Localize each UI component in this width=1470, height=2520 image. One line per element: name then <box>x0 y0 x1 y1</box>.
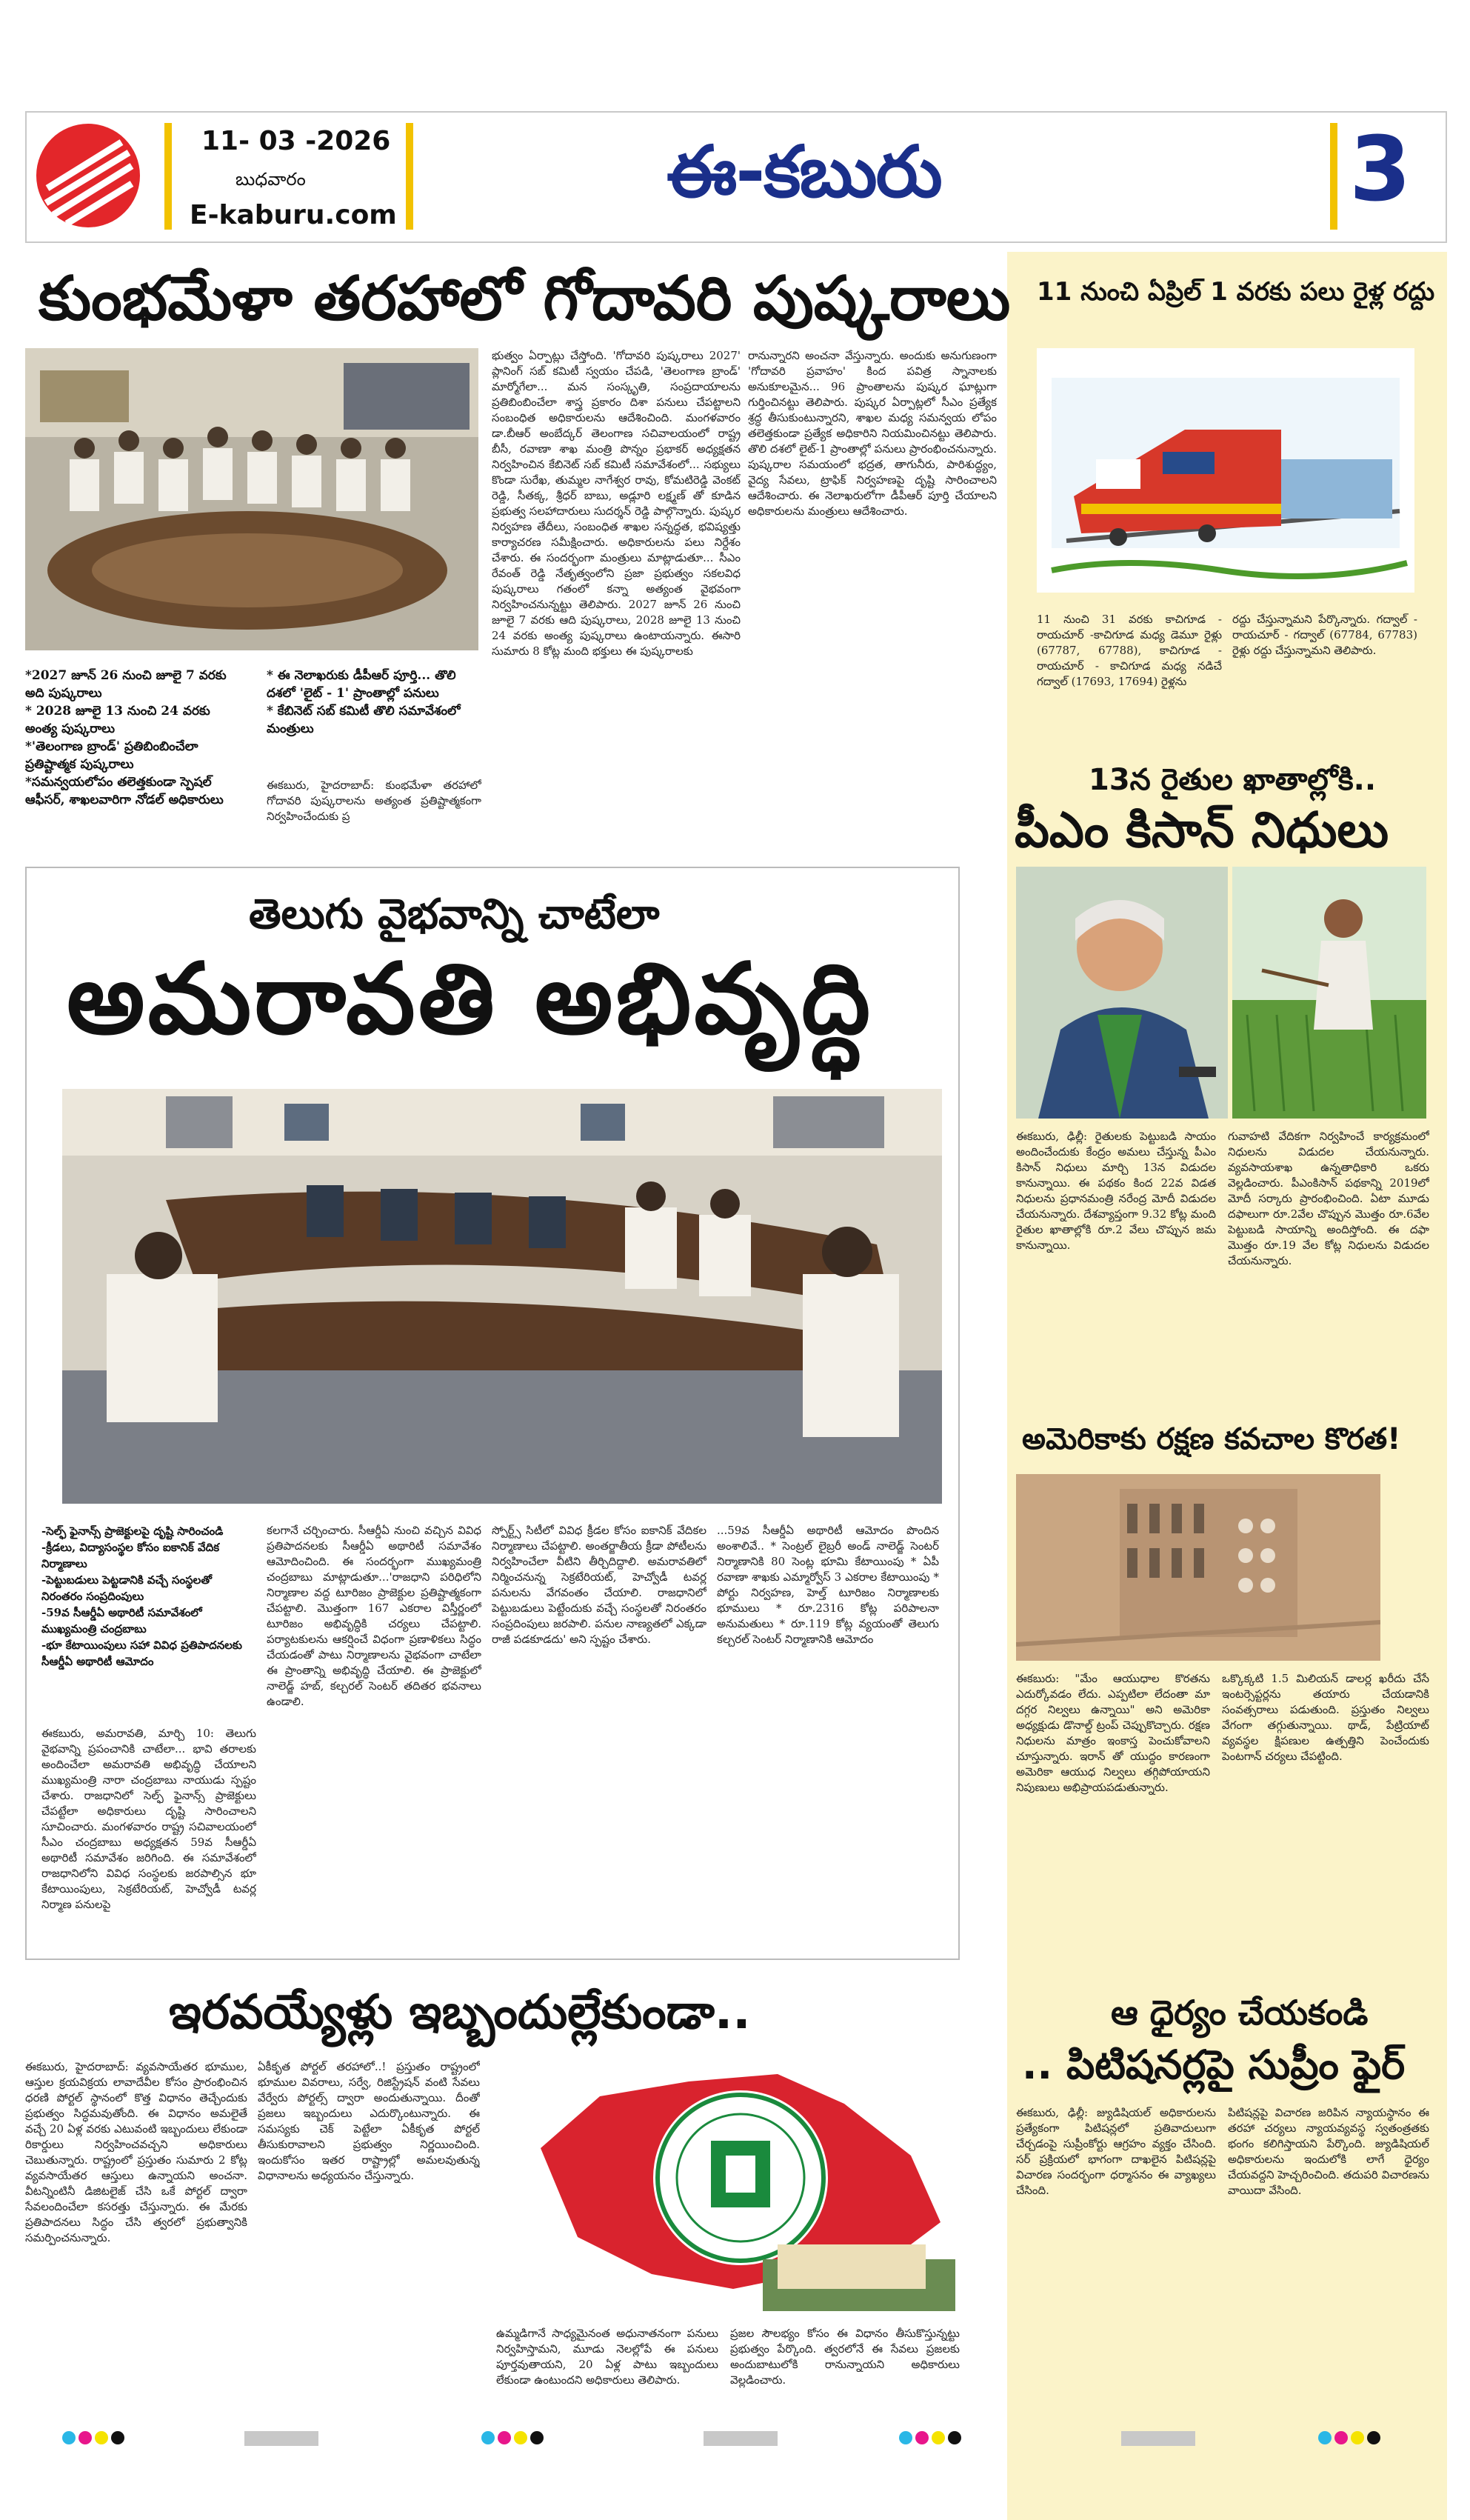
color-registration-marks <box>1318 2431 1380 2444</box>
story1-bullets <box>25 667 233 809</box>
color-registration-marks <box>62 2431 124 2444</box>
e-kaburu-logo-icon <box>33 120 144 231</box>
issue-day: బుధవారం <box>235 169 306 190</box>
story3-column: ఈకబురు, హైదరాబాద్: వ్యవసాయేతర భూముల, ఆస్తుల క్రయవిక్రయ లావాదేవీల కోసం ప్రారంభించిన ధరణి పోర్టల్ స్థానంలో కొత్త విధానం తెచ్చేందుకు ప్రభుత్వం సిద్ధమవుతోంది. ఈ విధానం అమలైతే వచ్చే 20 ఏళ్ల వరకు ఎటువంటి ఇబ్బందులు లేకుండా రికార్డులు నిర్వహించవచ్చని అధికారులు చెబుతున్నారు. రాష్ట్రంలో ప్రస్తుతం సుమారు 2 కోట్ల వ్యవసాయేతర ఆస్తులు ఉన్నాయని అంచనా. వీటన్నింటినీ డిజిటలైజ్ చేసి ఒకే పోర్టల్ ద్వారా సేవలందించేలా కసరత్తు చేస్తున్నారు. ఈ మేరకు ప్రతిపాదనలు సిద్ధం చేసి త్వరలో ప్రభుత్వానికి సమర్పించనున్నారు. <box>25 2060 247 2244</box>
story1-column: భుత్వం ఏర్పాట్లు చేస్తోంది. 'గోదావరి పుష్కరాలు 2027' ప్లానింగ్ సబ్ కమిటీ స్వయం చేపడి, 'తెలంగాణ బ్రాండ్' మార్మోగేలా... మన సంస్కృతి, సంప్రదాయాలను ప్రతిబింబించేలా శాస్త్ర ప్రకారం దిశా పనులు చేపట్టాలని సంబంధిత అధికారులను ఆదేశించింది. మంగళవారం డా.బీఆర్ అంబేద్కర్ తెలంగాణ సచివాలయంలో రాష్ట్ర బీసీ, రవాణా శాఖ మంత్రి పొన్నం ప్రభాకర్ అధ్యక్షతన నిర్వహించిన కేబినెట్ సబ్ కమిటీ సమావేశంలో... సభ్యులు కొండా సురేఖ, తుమ్మల నాగేశ్వర రావు, కోమటిరెడ్డి వెంకట్ రెడ్డి, సీతక్క, శ్రీధర్ బాబు, అడ్లూరి లక్ష్మణ్ తో కూడిన ప్రభుత్వ సలహాదారులు సుదర్శన్ రెడ్డి పాల్గొన్నారు. పుష్కర నిర్వహణ తేదీలు, సంబంధిత శాఖల సన్నద్ధత, భవిష్యత్తు కార్యాచరణ సమీక్షించారు. అధికారులను పలు నిర్దేశం చేశారు. ఈ సందర్భంగా మంత్రులు మాట్లాడుతూ... సీఎం రేవంత్ రెడ్డి నేతృత్వంలోని ప్రజా ప్రభుత్వం సకలవిధ పుష్కరాలు గతంలో కన్నా అత్యంత వైభవంగా నిర్వహించనున్నట్టు తెలిపారు. 2027 జూన్ 26 నుంచి జూలై 7 వరకు ఆది పుష్కరాలు, 2028 జూలై 13 నుంచి 24 వరకు అంత్య పుష్కరాలు ఉంటాయన్నారు. ఈసారి సుమారు 8 కోట్ల మంది భక్తులు ఈ పుష్కరాలకు <box>492 349 741 658</box>
side3-column: ఒక్కొక్కటి 1.5 మిలియన్ డాలర్ల ఖరీదు చేసే ఇంటర్సెప్టర్లను తయారు చేయడానికి సంవత్సరాలు పడుతుంది. ప్రస్తుతం నిల్వలు వేగంగా తగ్గుతున్నాయి. థాడ్, పేట్రియాట్ వ్యవస్థల క్షిపణుల ఉత్పత్తిని పెంచేందుకు పెంటగాన్ చర్యలు చేపట్టింది. <box>1222 1672 1429 1763</box>
amaravati-meeting-photo <box>62 1089 942 1504</box>
story2-column: ...59వ సీఆర్డీఏ అథారిటీ ఆమోదం పొందిన అంశాలివే.. * సెంట్రల్ లైబ్రరీ అండ్ నాలెడ్జ్ సెంటర్ నిర్మాణానికి 80 సెంట్ల భూమి కేటాయింపు * ఏపీ రవాణా శాఖకు ఎమ్మార్వోస్ 3 ఎకరాల కేటాయింపు * పోర్టు నిర్వహణ, హెల్త్ టూరిజం నిర్మాణాలకు భూములు * రూ.2316 కోట్ల పరిపాలనా అనుమతులు * రూ.119 కోట్ల వ్యయంతో తెలుగు కల్చరల్ సెంటర్ నిర్మాణానికి ఆమోదం <box>717 1524 939 1646</box>
story1-bullet: *'తెలంగాణ బ్రాండ్' ప్రతిబింబించేలా ప్రతిష్టాత్మక పుష్కరాలు <box>25 739 198 772</box>
side4-column: పిటిషన్లపై విచారణ జరిపిన న్యాయస్థానం ఈ తరహా చర్యలు న్యాయవ్యవస్థ స్వతంత్రతకు భంగం కలిగిస్తాయని పేర్కొంది. జ్యుడిషియల్ అధికారులను ఇందులోకి లాగే ధైర్యం చేయవద్దని హెచ్చరించింది. తదుపరి విచారణను వాయిదా వేసింది. <box>1228 2106 1429 2197</box>
story1-headline: కుంభమేళా తరహాలో గోదావరి పుష్కరాలు <box>39 264 1011 334</box>
side2-column: ఈకబురు, ఢిల్లీ: రైతులకు పెట్టుబడి సాయం అందించేందుకు కేంద్రం అమలు చేస్తున్న పీఎం కిసాన్ నిధులు మార్చి 13న విడుదల కానున్నాయి. ఈ పథకం కింద 22వ విడత నిధులను ప్రధానమంత్రి నరేంద్ర మోదీ విడుదల చేయనున్నారు. దేశవ్యాప్తంగా 9.32 కోట్ల మంది రైతుల ఖాతాల్లోకి రూ.2 వేలు చొప్పున జమ కానున్నాయి. <box>1016 1130 1216 1252</box>
military-base-satellite-photo <box>1016 1474 1380 1661</box>
story1-bullet: * కేబినెట్ సబ్ కమిటీ తొలి సమావేశంలో మంత్రులు <box>267 704 461 736</box>
side2-column: గువాహటి వేదికగా నిర్వహించే కార్యక్రమంలో నిధులను విడుదల చేయనున్నారు. వ్యవసాయశాఖ ఉన్నతాధికారి ఒకరు వెల్లడించారు. పీఎంకిసాన్ పథకాన్ని 2019లో మోదీ సర్కారు ప్రారంభించింది. ఏటా మూడు దఫాలుగా రూ.2వేల చొప్పున మొత్తం రూ.6వేల పెట్టుబడి సాయాన్ని అందిస్తోంది. ఈ దఫా మొత్తం రూ.19 వేల కోట్ల నిధులను విడుదల చేయనున్నారు. <box>1228 1130 1429 1267</box>
side4-kicker: ఆ ధైర్యం చేయకండి <box>1111 1993 1369 2033</box>
registration-grey-bar <box>704 2431 778 2446</box>
story2-bullets <box>41 1523 256 1670</box>
story2-bullet: -భూ కేటాయింపులు సహా వివిధ ప్రతిపాదనలకు సీఆర్డీఏ అథారిటీ ఆమోదం <box>41 1639 242 1668</box>
story1-bullets-2 <box>267 667 481 738</box>
story2-bullet: -పెట్టుబడులు పెట్టడానికి వచ్చే సంస్థలతో నిరంతరం సంప్రదింపులు <box>41 1573 212 1603</box>
story2-bullet: -క్రీడలు, విద్యాసంస్థల కోసం ఐకానిక్ వేదిక నిర్మాణాలు <box>41 1541 220 1570</box>
story3-column: ఉమ్మడిగానే సాధ్యమైనంత అధునాతనంగా పనులు నిర్వహిస్తామని, మూడు నెలల్లోపే ఈ పనులు పూర్తవుతాయని, 20 ఏళ్ల పాటు ఇబ్బందులు లేకుండా ఉంటుందని అధికారులు తెలిపారు. <box>496 2327 718 2387</box>
farmer-field-photo <box>1232 867 1426 1119</box>
train-illustration <box>1037 348 1414 593</box>
story3-column: ప్రజల సౌలభ్యం కోసం ఈ విధానం తీసుకొస్తున్నట్టు ప్రభుత్వం పేర్కొంది. త్వరలోనే ఈ సేవలు ప్రజలకు అందుబాటులోకి రానున్నాయని అధికారులు వెల్లడించారు. <box>730 2327 960 2387</box>
story1-column: రానున్నారని అంచనా వేస్తున్నారు. అందుకు అనుగుణంగా 'గోదావరి ప్రవాహం' కింద పవిత్ర స్నానాలకు అనుకూలమైన... 96 ప్రాంతాలను పుష్కర ఘాట్లుగా గుర్తించినట్టు తెలిపారు. పుష్కర ఏర్పాట్లలో సీఎం ప్రత్యేక శ్రద్ధ తీసుకుంటున్నారని, శాఖల మధ్య సమన్వయ లోపం తలెత్తకుండా ప్రత్యేక అధికారిని నియమించినట్టు తెలిపారు. తొలి దశలో లైట్-1 ప్రాంతాల్లో పనులు ప్రారంభించనున్నారు. పుష్కరాల సమయంలో భద్రత, తాగునీరు, పారిశుద్ధ్యం, వైద్య సేవలు, ట్రాఫిక్ నిర్వహణపై దృష్టి సారించాలని ఆదేశించారు. ఈ నెలాఖరులోగా డీపీఆర్ పూర్తి చేయాలని అధికారులను మంత్రులు ఆదేశించారు. <box>748 349 997 518</box>
color-registration-marks <box>481 2431 544 2444</box>
cabinet-meeting-photo <box>25 348 478 650</box>
side3-headline: అమెరికాకు రక్షణ కవచాల కొరత! <box>1022 1422 1401 1456</box>
page-number: 3 <box>1349 119 1411 221</box>
website-link[interactable]: E-kaburu.com <box>190 200 397 230</box>
telangana-map-emblem-photo <box>496 2052 978 2319</box>
story2-column: కలగానే చర్చించారు. సీఆర్డీఏ నుంచి వచ్చిన వివిధ ప్రతిపాదనలకు సీఆర్డీఏ అథారిటీ సమావేశం ఆమోదించింది. ఈ సందర్భంగా ముఖ్యమంత్రి చంద్రబాబు మాట్లాడుతూ...'రాజధాని పరిధిలోని నిర్మాణాల వద్ద టూరిజం ప్రాజెక్టుల ప్రతిష్టాత్మకంగా చేపట్టాలి. మొత్తంగా 167 ఎకరాల విస్తీర్ణంలో టూరిజం అభివృద్ధికి చర్యలు చేపట్టాలి. పర్యాటకులను ఆకర్షించే విధంగా ప్రణాళికలు సిద్ధం చేయడంతో పాటు నిర్మాణాలను వైభవంగా చాటేలా ఈ ప్రాంతాన్ని అభివృద్ధి చేయాలి. ఈ ప్రాజెక్టులో నాలెడ్జ్ హబ్, కల్చరల్ సెంటర్ తదితర భవనాలు ఉండాలి. <box>267 1524 481 1708</box>
registration-grey-bar <box>244 2431 318 2446</box>
story2-kicker: తెలుగు వైభవాన్ని చాటేలా <box>249 890 660 939</box>
story1-bullet: *2027 జూన్ 26 నుంచి జూలై 7 వరకు అది పుష్కరాలు <box>25 668 227 701</box>
registration-grey-bar <box>1121 2431 1195 2446</box>
story2-column: స్పోర్ట్స్ సిటీలో వివిధ క్రీడల కోసం ఐకానిక్ వేదికల నిర్మాణాలు చేపట్టాలి. అంతర్జాతీయ క్రీడా పోటీలను నిర్వహించేలా వీటిని తీర్చిదిద్దాలి. అమరావతిలో నిర్మించనున్న సెక్రటేరియట్, హెచ్వోడీ టవర్ల పనులను వేగవంతం చేయాలి. రాజధానిలో పెట్టుబడులు పెట్టేందుకు వచ్చే సంస్థలతో నిరంతరం సంప్రదింపులు జరపాలి. పనుల నాణ్యతలో ఎక్కడా రాజీ పడకూడదు' అని స్పష్టం చేశారు. <box>492 1524 706 1646</box>
story2-headline: అమరావతి అభివృద్ధి <box>67 942 874 1056</box>
side1-column: రద్దు చేస్తున్నామని పేర్కొన్నారు. గద్వాల్ - రాయచూర్ - గద్వాల్ (67784, 67783) రైళ్లు రద్దు చేస్తున్నామని తెలిపారు. <box>1232 613 1417 657</box>
masthead-divider <box>1330 123 1337 230</box>
side1-column: 11 నుంచి 31 వరకు కాచిగూడ - రాయచూర్ -కాచిగూడ మధ్య డెమూ రైళ్లు (67787, 67788), కాచిగూడ - రాయచూర్ - కాచిగూడ మధ్య నడిచే గద్వాల్ (17693, 17694) రైళ్లను <box>1037 613 1222 688</box>
story1-bullet: * ఈ నెలాఖరుకు డీపీఆర్ పూర్తి... తొలి దశలో 'లైట్ - 1' ప్రాంతాల్లో పనులు <box>267 668 456 701</box>
story2-column: ఈకబురు, అమరావతి, మార్చి 10: తెలుగు వైభవాన్ని ప్రపంచానికి చాటేలా... భావి తరాలకు అందించేలా అమరావతి అభివృద్ధి చేయాలని ముఖ్యమంత్రి నారా చంద్రబాబు నాయుడు స్పష్టం చేశారు. రాజధానిలో సెల్ఫ్ ఫైనాన్స్ ప్రాజెక్టులు చేపట్టేలా అధికారులు దృష్టి సారించాలని సూచించారు. మంగళవారం రాష్ట్ర సచివాలయంలో సీఎం చంద్రబాబు అధ్యక్షతన 59వ సీఆర్డీఏ అథారిటీ సమావేశం జరిగింది. ఈ సమావేశంలో రాజధానిలోని వివిధ సంస్థలకు జరపాల్సిన భూ కేటాయింపులు, సెక్రటేరియట్, హెచ్వోడీ టవర్ల నిర్మాణ పనులపై <box>41 1727 256 1911</box>
story1-bullet: *సమన్వయలోపం తలెత్తకుండా స్పెషల్ ఆఫీసర్, శాఖలవారిగా నోడల్ అధికారులు <box>25 775 224 807</box>
pm-modi-photo <box>1016 867 1228 1119</box>
masthead-divider <box>406 123 413 230</box>
side3-column: ఈకబురు: "మేం ఆయుధాల కొరతను ఎదుర్కోవడం లేదు. ఎప్పటిలా లేదంతా మా దగ్గర నిల్వలు ఉన్నాయి" అని అమెరికా అధ్యక్షుడు డొనాల్డ్ ట్రంప్ చెప్పుకొచ్చారు. రక్షణ నిధులను మాత్రం ఇంకాస్త పెంచుకోవాలని చూస్తున్నారు. ఇరాన్ తో యుద్ధం కారణంగా అమెరికా ఆయుధ నిల్వలు తగ్గిపోయాయని నిపుణులు అభిప్రాయపడుతున్నారు. <box>1016 1672 1210 1794</box>
side2-headline: పీఎం కిసాన్ నిధులు <box>1015 801 1389 859</box>
story2-bullet: -59వ సీఆర్డీఏ అథారిటీ సమావేశంలో ముఖ్యమంత్రి చంద్రబాబు <box>41 1606 202 1636</box>
story1-column: ఈకబురు, హైదరాబాద్: కుంభమేళా తరహాలో గోదావరి పుష్కరాలను అత్యంత ప్రతిష్టాత్మకంగా నిర్వహించేందుకు ప్ర <box>267 779 481 823</box>
side4-column: ఈకబురు, ఢిల్లీ: జ్యుడిషియల్ అధికారులను ప్రత్యేకంగా పిటిషన్లలో ప్రతివాదులుగా చేర్చడంపై సుప్రీంకోర్టు ఆగ్రహం వ్యక్తం చేసింది. సర్ ప్రక్రియలో భాగంగా దాఖలైన పిటిషన్లపై విచారణ సందర్భంగా ధర్మాసనం ఈ వ్యాఖ్యలు చేసింది. <box>1016 2106 1216 2197</box>
side2-kicker: 13న రైతుల ఖాతాల్లోకి.. <box>1089 763 1377 797</box>
story2-bullet: -సెల్ఫ్ ఫైనాన్స్ ప్రాజెక్టులపై దృష్టి సారించండి <box>41 1524 224 1538</box>
story1-bullet: * 2028 జూలై 13 నుంచి 24 వరకు అంత్య పుష్కరాలు <box>25 704 210 736</box>
issue-date: 11- 03 -2026 <box>201 126 391 156</box>
masthead-divider <box>164 123 172 230</box>
story3-column: ఏకీకృత పోర్టల్ తరహాలో..! ప్రస్తుతం రాష్ట్రంలో భూముల వివరాలు, సర్వే, రిజిస్ట్రేషన్ వంటి సేవలు వేర్వేరు పోర్టల్స్ ద్వారా అందుతున్నాయి. దీంతో ప్రజలు ఇబ్బందులు ఎదుర్కొంటున్నారు. ఈ సమస్యకు చెక్ పెట్టేలా ఏకీకృత పోర్టల్ తీసుకురావాలని ప్రభుత్వం నిర్ణయించింది. ఇందుకోసం ఇతర రాష్ట్రాల్లో అమలవుతున్న విధానాలను అధ్యయనం చేస్తున్నారు. <box>258 2060 480 2182</box>
side1-headline: 11 నుంచి ఏప్రిల్ 1 వరకు పలు రైళ్ల రద్దు <box>1037 277 1435 307</box>
side4-headline: .. పిటిషనర్లపై సుప్రీం ఫైర్ <box>1022 2041 1406 2088</box>
color-registration-marks <box>899 2431 961 2444</box>
newspaper-title: ఈ-కబురు <box>666 130 941 213</box>
story3-headline: ఇరవయ్యేళ్లు ఇబ్బందుల్లేకుండా.. <box>169 1985 751 2040</box>
